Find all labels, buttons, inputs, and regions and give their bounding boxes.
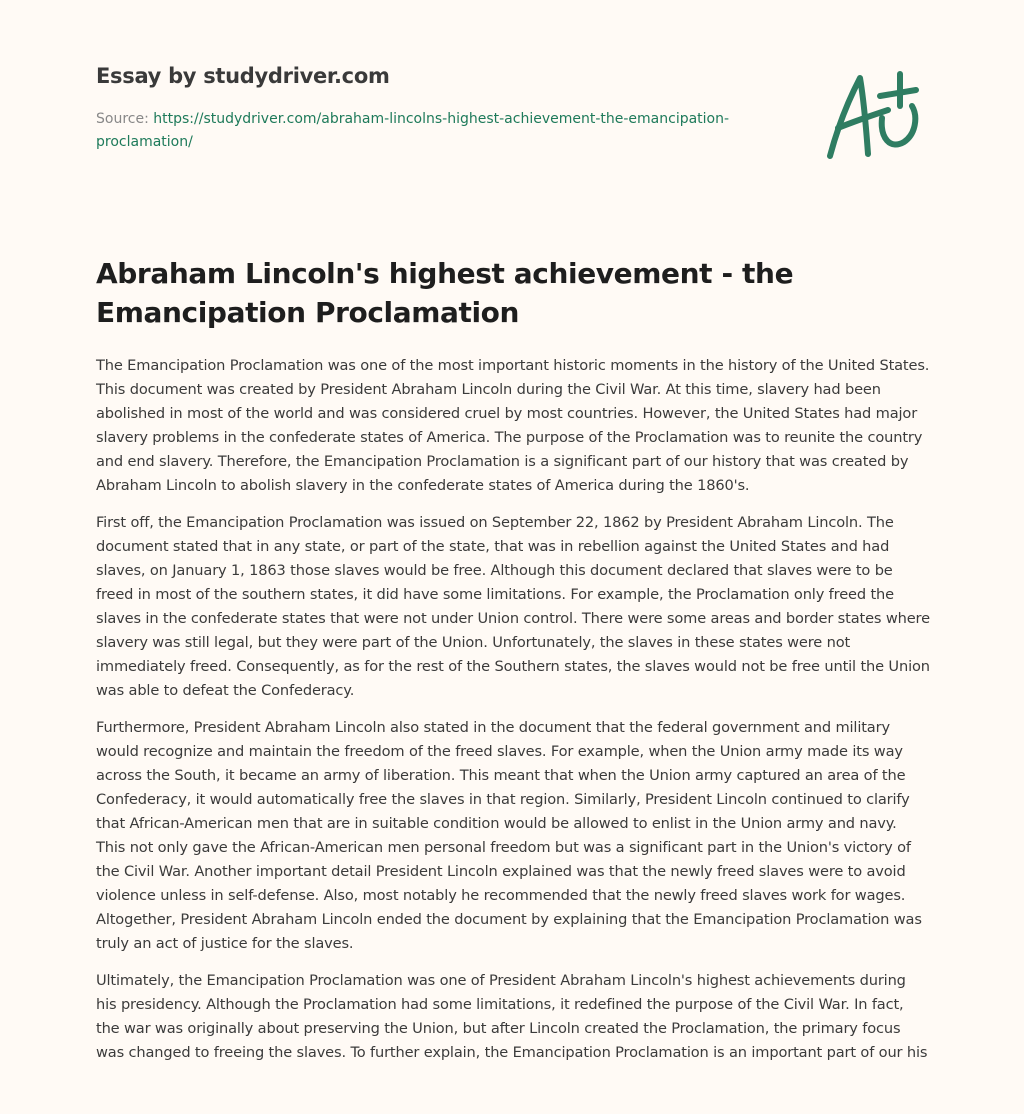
source-link[interactable]: https://studydriver.com/abraham-lincolns-highest-achievement-the-emancipation-proclamation/ [96,111,730,150]
header [96,64,796,154]
essay-body [96,354,930,1078]
paragraph: First off, the Emancipation Proclamation was issued on September 22, 1862 by President Abraham Lincoln. The document stated that in any state, or part of the state, that was in rebellion against the United States and had slaves, on January 1, 1863 those slaves would be free. Although this document declared that slaves were to be freed in most of the southern states, it did have some limitations. For example, the Proclamation only freed the slaves in the confederate states that were not under Union control. There were some areas and border states where slavery was still legal, but they were part of the Union. Unfortunately, the slaves in these states were not immediately freed. Consequently, as for the rest of the Southern states, the slaves would not be free until the Union was able to defeat the Confederacy. [96,514,930,699]
paragraph: Ultimately, the Emancipation Proclamation was one of President Abraham Lincoln's highest achievements during his presidency. Although the Proclamation had some limitations, it redefined the purpose of the Civil War. In fact, the war was originally about preserving the Union, but after Lincoln created the Proclamation, the primary focus was changed to freeing the slaves. To further explain, the Emancipation Proclamation is an important part of our his [96,972,928,1061]
source-line [96,108,796,154]
a-plus-logo-icon [820,66,930,166]
essay-title: Abraham Lincoln's highest achievement - the Emancipation Proclamation [96,257,794,329]
source-label: Source: [96,111,154,127]
paragraph: Furthermore, President Abraham Lincoln also stated in the document that the federal government and military would recognize and maintain the freedom of the freed slaves. For example, when the Union army made its way across the South, it became an army of liberation. This meant that when the Union army captured an area of the Confederacy, it would automatically free the slaves in that region. Similarly, President Lincoln continued to clarify that African-American men that are in suitable condition would be allowed to enlist in the Union army and navy. This not only gave the African-American men personal freedom but was a significant part in the Union's victory of the Civil War. Another important detail President Lincoln explained was that the newly freed slaves were to avoid violence unless in self-defense. Also, most notably he recommended that the newly freed slaves work for wages. Altogether, President Abraham Lincoln ended the document by explaining that the Emancipation Proclamation was truly an act of justice for the slaves. [96,719,922,952]
paragraph: The Emancipation Proclamation was one of the most important historic moments in the history of the United States. This document was created by President Abraham Lincoln during the Civil War. At this time, slavery had been abolished in most of the world and was considered cruel by most countries. However, the United States had major slavery problems in the confederate states of America. The purpose of the Proclamation was to reunite the country and end slavery. Therefore, the Emancipation Proclamation is a significant part of our history that was created by Abraham Lincoln to abolish slavery in the confederate states of America during the 1860's. [96,357,930,494]
brand-title: Essay by studydriver.com [96,64,390,88]
